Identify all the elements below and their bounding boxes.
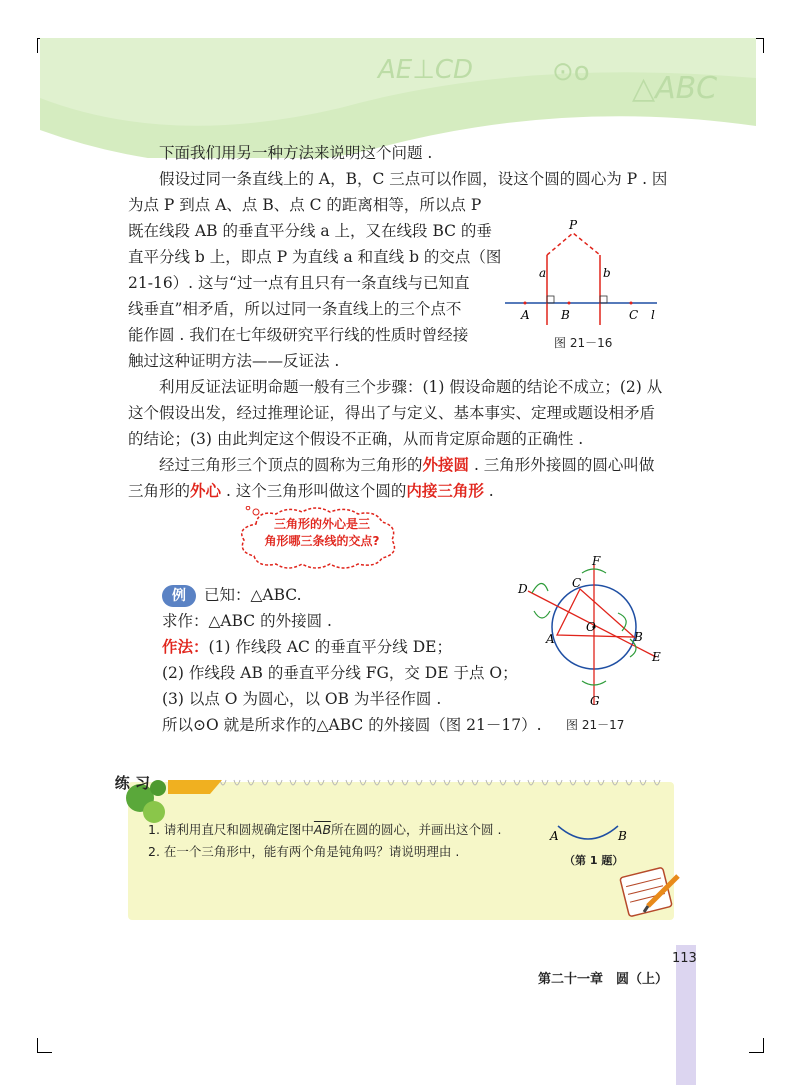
- cloud-line: 三角形的外心是三: [273, 517, 370, 531]
- paragraph-line: 触过这种证明方法——反证法 .: [128, 352, 340, 370]
- text: . 三角形外接圆的圆心叫做: [469, 456, 655, 474]
- paragraph-line: 利用反证法证明命题一般有三个步骤：(1) 假设命题的结论不成立；(2) 从: [159, 378, 663, 396]
- fig16-label-b-line: b: [603, 266, 611, 280]
- figure-21-16: [505, 215, 665, 330]
- practice-question-1: [148, 820, 502, 838]
- paragraph-line: 能作圆 . 我们在七年级研究平行线的性质时曾经接: [128, 326, 469, 344]
- example-find: 求作：△ABC 的外接圆 .: [162, 612, 332, 630]
- paragraph: 下面我们用另一种方法来说明这个问题 .: [159, 144, 433, 162]
- arc-label-b: B: [618, 829, 627, 843]
- text: . 这个三角形叫做这个圆的: [221, 482, 407, 500]
- practice-question-2: 2. 在一个三角形中，能有两个角是钝角吗？请说明理由 .: [148, 844, 460, 859]
- text: (1) 作线段 AC 的垂直平分线 DE；: [208, 638, 452, 656]
- paragraph-line: [159, 452, 699, 478]
- fig17-label-d: D: [518, 582, 528, 596]
- example-conclusion: 所以⊙O 就是所求作的△ABC 的外接圆（图 21－17）.: [162, 716, 542, 734]
- text: .: [483, 482, 494, 500]
- arc-label-a: A: [550, 829, 559, 843]
- fig17-label-o: O: [586, 620, 596, 634]
- chapter-title: 第二十一章 圆（上）: [538, 972, 669, 987]
- header-decor-text: ⊙o: [552, 57, 590, 87]
- text: 已知：△ABC.: [204, 586, 302, 604]
- practice-figure-caption: （第 1 题）: [564, 854, 624, 867]
- term-inscribed-triangle: 内接三角形: [406, 481, 484, 500]
- spiral-binding: [220, 778, 676, 792]
- term-circumcircle: 外接圆: [422, 455, 470, 474]
- text: 三角形的: [128, 482, 191, 500]
- fig17-label-e: E: [652, 650, 661, 664]
- paragraph-line: 线垂直”相矛盾，所以过同一条直线上的三个点不: [128, 300, 462, 318]
- arc-ab: $\overline{AB}$: [313, 822, 332, 837]
- paragraph-line: 假设过同一条直线上的 A，B，C 三点可以作圆，设这个圆的圆心为 P . 因: [159, 170, 668, 188]
- text: 经过三角形三个顶点的圆称为三角形的: [159, 456, 423, 474]
- paragraph-line: 既在线段 AB 的垂直平分线 a 上，又在线段 BC 的垂: [128, 222, 492, 240]
- paragraph-line: 21-16）. 这与“过一点有且只有一条直线与已知直: [128, 274, 470, 292]
- text: 1. 请利用直尺和圆规确定图中: [148, 822, 314, 837]
- practice-arc-figure: [548, 818, 632, 850]
- example-badge: 例: [162, 585, 196, 607]
- page-tab: [676, 945, 696, 1085]
- paragraph-line: 这个假设出发，经过推理论证，得出了与定义、基本事实、定理或题设相矛盾: [128, 404, 656, 422]
- fig17-label-b: B: [634, 630, 643, 644]
- figure-caption: 图 21－17: [566, 718, 625, 732]
- example-step1: [162, 634, 452, 660]
- practice-title: 练 习: [114, 774, 150, 792]
- crop-mark: [749, 1038, 764, 1053]
- fig17-label-c: C: [572, 576, 582, 590]
- cloud-line: 角形哪三条线的交点?: [264, 534, 380, 548]
- fig16-label-a-line: a: [539, 266, 547, 280]
- fig17-label-f: F: [592, 555, 601, 568]
- example-step2: (2) 作线段 AB 的垂直平分线 FG，交 DE 于点 O；: [162, 664, 518, 682]
- example-step3: (3) 以点 O 为圆心，以 OB 为半径作圆 .: [162, 690, 442, 708]
- notebook-pencil-icon: [618, 862, 684, 922]
- fig17-label-g: G: [590, 694, 600, 708]
- paragraph-line: 的结论；(3) 由此判定这个假设不正确，从而肯定原命题的正确性 .: [128, 430, 584, 448]
- paragraph-line: 直平分线 b 上，即点 P 为直线 a 和直线 b 的交点（图: [128, 248, 502, 266]
- paragraph-line: 为点 P 到点 A、点 B、点 C 的距离相等，所以点 P: [128, 196, 482, 214]
- example-given: [162, 582, 302, 608]
- fig17-label-a: A: [546, 632, 555, 646]
- header-decor-text: AE⊥CD: [378, 55, 474, 85]
- page-number: 113: [672, 951, 697, 966]
- crop-mark: [37, 1038, 52, 1053]
- fig16-label-p: P: [569, 218, 578, 232]
- figure-21-17: [510, 555, 670, 715]
- paragraph-line: [128, 478, 668, 504]
- fig16-label-l: l: [651, 308, 655, 322]
- cloud-text: [260, 516, 384, 550]
- figure-caption: 图 21－16: [554, 336, 613, 350]
- text: 所在圆的圆心，并画出这个圆 .: [331, 822, 502, 837]
- fig16-label-b: B: [561, 308, 570, 322]
- header-decor-text: △ABC: [632, 71, 718, 106]
- method-label: 作法：: [162, 637, 209, 656]
- fig16-label-a: A: [521, 308, 530, 322]
- fig16-label-c: C: [629, 308, 639, 322]
- term-circumcenter: 外心: [190, 481, 222, 500]
